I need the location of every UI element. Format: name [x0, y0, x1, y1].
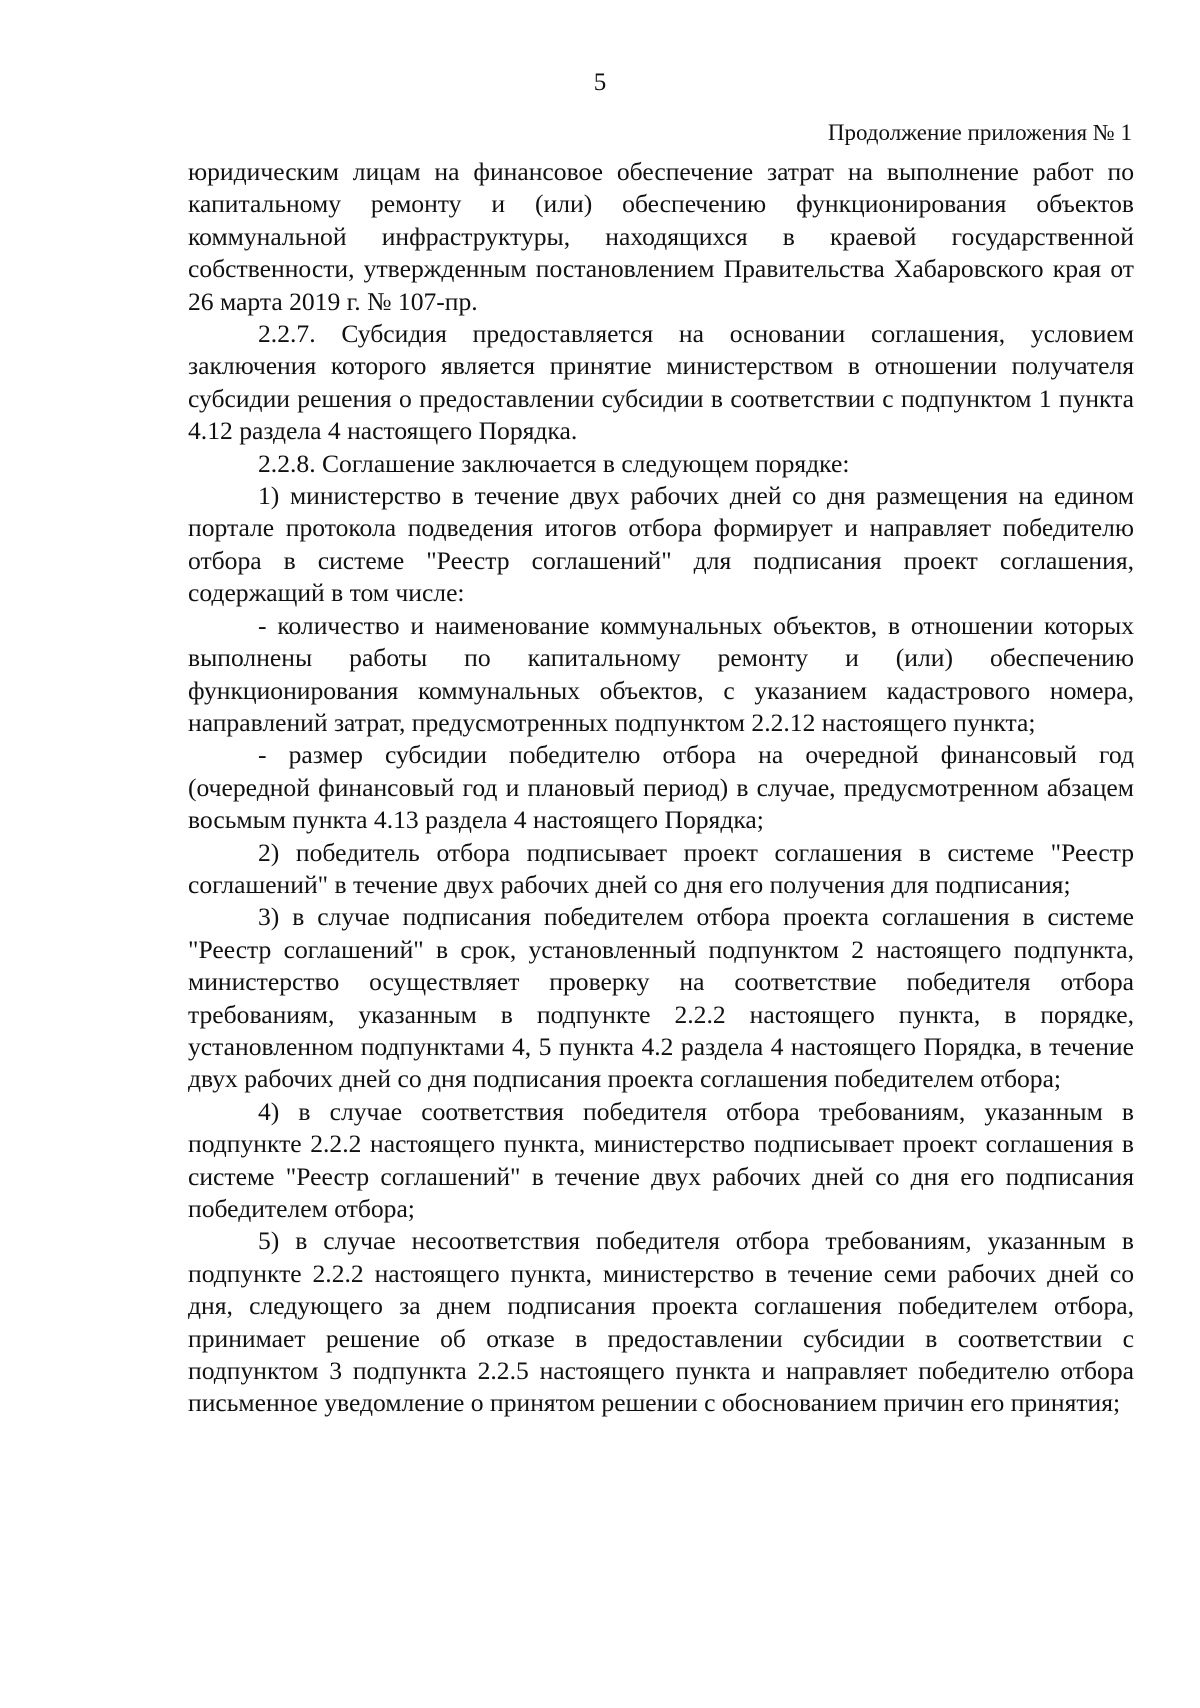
list-item-dash-objects: - количество и наименование коммунальных объектов, в отношении которых выполнены работы по капитальному ремонту и (или) обеспечению функционирования коммунальных объектов, с указанием кадастрового номера, направлений затрат, предусмотренных подпунктом 2.2.12 настоящего пункта;	[188, 610, 1134, 737]
list-item-1: 1) министерство в течение двух рабочих дней со дня размещения на едином портале протокола подведения итогов отбора формирует и направляет победителю отбора в системе "Реестр соглашений" для подписания проект соглашения, содержащий в том числе:	[188, 481, 1134, 608]
list-item-4: 4) в случае соответствия победителя отбора требованиям, указанным в подпункте 2.2.2 настоящего пункта, министерство подписывает проект соглашения в системе "Реестр соглашений" в течение двух рабочих дней со дня его подписания победителем отбора;	[188, 1096, 1134, 1223]
list-item-5: 5) в случае несоответствия победителя отбора требованиям, указанным в подпункте 2.2.2 настоящего пункта, министерство в течение семи рабочих дней со дня, следующего за днем подписания проекта соглашения победителем отбора, принимает решение об отказе в предоставлении субсидии в соответствии с подпунктом 3 подпункта 2.2.5 настоящего пункта и направляет победителю отбора письменное уведомление о принятом решении с обоснованием причин его принятия;	[188, 1226, 1134, 1418]
page-number: 5	[593, 69, 607, 96]
paragraph-2-2-8: 2.2.8. Соглашение заключается в следующем порядке:	[258, 448, 850, 478]
paragraph-intro: юридическим лицам на финансовое обеспечение затрат на выполнение работ по капитальному ремонту и (или) обеспечению функционирования объектов коммунальной инфраструктуры, находящихся в краевой государственной собственности, утвержденным постановлением Правительства Хабаровского края от 26 марта 2019 г. № 107-пр.	[188, 157, 1134, 316]
list-item-3: 3) в случае подписания победителем отбора проекта соглашения в системе "Реестр соглашений" в срок, установленный подпунктом 2 настоящего подпункта, министерство осуществляет проверку на соответствие победителя отбора требованиям, указанным в подпункте 2.2.2 настоящего пункта, в порядке, установленном подпунктами 4, 5 пункта 4.2 раздела 4 настоящего Порядка, в течение двух рабочих дней со дня подписания проекта соглашения победителем отбора;	[188, 902, 1134, 1094]
paragraph-2-2-7: 2.2.7. Субсидия предоставляется на основании соглашения, условием заключения которого является принятие министерством в отношении получателя субсидии решения о предоставлении субсидии в соответствии с подпунктом 1 пункта 4.12 раздела 4 настоящего Порядка.	[188, 319, 1134, 446]
document-body	[188, 156, 1134, 1420]
appendix-continuation-label: Продолжение приложения № 1	[827, 120, 1132, 145]
list-item-dash-subsidy: - размер субсидии победителю отбора на очередной финансовый год (очередной финансовый год и плановый период) в случае, предусмотренном абзацем восьмым пункта 4.13 раздела 4 настоящего Порядка;	[188, 740, 1134, 835]
list-item-2: 2) победитель отбора подписывает проект соглашения в системе "Реестр соглашений" в течение двух рабочих дней со дня его получения для подписания;	[188, 837, 1134, 899]
